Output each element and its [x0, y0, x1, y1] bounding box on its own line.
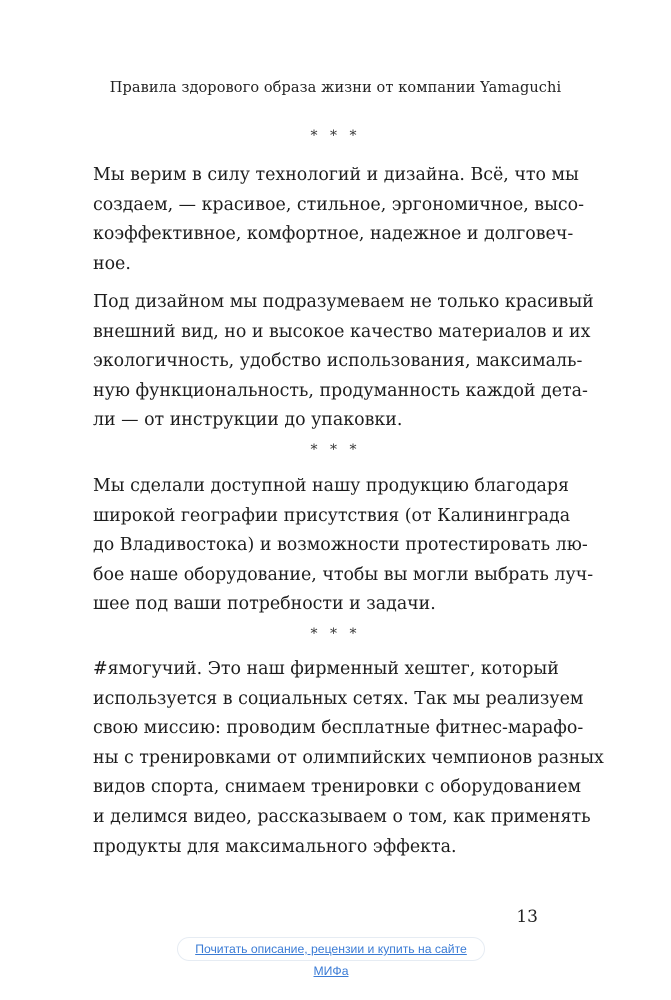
text-line: ны с тренировками от олимпийских чемпионов разных: [93, 747, 604, 768]
paragraph-hashtag-mission: [93, 655, 604, 862]
section-separator: * * *: [310, 128, 361, 144]
text-line: бое наше оборудование, чтобы вы могли выбрать луч-: [93, 564, 594, 585]
text-line: продукты для максимального эффекта.: [93, 836, 457, 857]
text-line: ли — от инструкции до упаковки.: [93, 410, 403, 431]
text-line: коэффективное, комфортное, надежное и долговеч-: [93, 224, 574, 245]
text-line: до Владивостока) и возможности протестировать лю-: [93, 535, 588, 556]
text-line: ное.: [93, 253, 131, 274]
text-line: используется в социальных сетях. Так мы реализуем: [93, 688, 584, 709]
text-line: экологичность, удобство использования, максималь-: [93, 351, 583, 372]
paragraph-technology-design: [93, 161, 585, 279]
text-line: Под дизайном мы подразумеваем не только красивый: [93, 292, 594, 312]
page-number: 13: [516, 907, 538, 927]
text-line: шее под ваши потребности и задачи.: [93, 594, 436, 615]
section-separator: * * *: [310, 442, 361, 458]
mif-store-link[interactable]: Почитать описание, рецензии и купить на сайте МИФа: [177, 937, 485, 961]
text-line: #ямогучий. Это наш фирменный хештег, который: [93, 659, 559, 679]
text-line: Мы сделали доступной нашу продукцию благодаря: [93, 476, 570, 496]
running-title: Правила здорового образа жизни от компании Yamaguchi: [109, 80, 562, 96]
paragraph-availability: [93, 472, 594, 620]
text-line: ную функциональность, продуманность каждой дета-: [93, 380, 588, 401]
text-line: широкой географии присутствия (от Калининграда: [93, 505, 571, 526]
text-line: видов спорта, снимаем тренировки с оборудованием: [93, 777, 582, 798]
text-line: внешний вид, но и высокое качество материалов и их: [93, 321, 591, 342]
text-line: и делимся видео, рассказываем о том, как применять: [93, 806, 591, 827]
text-line: Мы верим в силу технологий и дизайна. Всё, что мы: [93, 165, 579, 185]
section-separator: * * *: [310, 626, 361, 642]
text-line: создаем, — красивое, стильное, эргономичное, высо-: [93, 194, 585, 215]
paragraph-design-meaning: [93, 288, 594, 436]
text-line: свою миссию: проводим бесплатные фитнес-марафо-: [93, 718, 584, 739]
